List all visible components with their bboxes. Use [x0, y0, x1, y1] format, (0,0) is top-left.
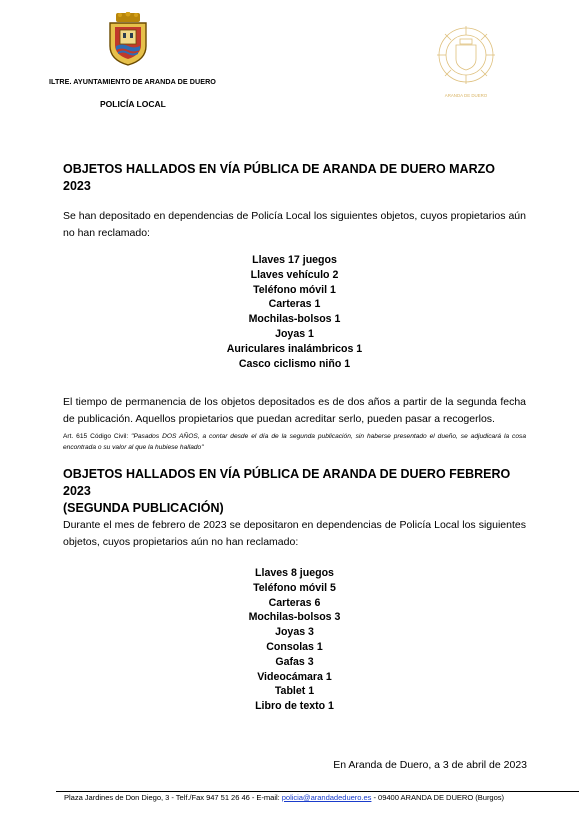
list-item: Auriculares inalámbricos 1 — [226, 342, 363, 355]
seal-caption: ARANDA DE DUERO — [444, 93, 488, 98]
list-item: Mochilas-bolsos 1 — [248, 313, 341, 326]
section-february-subtitle: (SEGUNDA PUBLICACIÓN) — [63, 501, 224, 515]
footer-city: - 09400 ARANDA DE DUERO (Burgos) — [371, 793, 504, 802]
list-item: Joyas 1 — [275, 327, 314, 340]
list-item: Carteras 6 — [268, 596, 321, 609]
list-item: Teléfono móvil 1 — [253, 283, 336, 296]
legal-quote: "Pasados DOS AÑOS, a contar desde el día de la segunda publicación, sin haberse presentado el dueño, se adjudicará la cosa encontrada o su valor al que la hubiese hallado" — [63, 433, 526, 451]
section-march — [63, 161, 526, 453]
list-item: Llaves vehículo 2 — [250, 268, 339, 281]
organization-name: ILTRE. AYUNTAMIENTO DE ARANDA DE DUERO — [49, 77, 216, 86]
list-item: Casco ciclismo niño 1 — [238, 357, 351, 370]
section-february-title: OBJETOS HALLADOS EN VÍA PÚBLICA DE ARANDA DE DUERO FEBRERO 2023 — [63, 467, 511, 498]
footer-divider — [56, 791, 579, 792]
legal-note — [63, 432, 526, 453]
list-item: Mochilas-bolsos 3 — [248, 611, 341, 624]
section-march-title: OBJETOS HALLADOS EN VÍA PÚBLICA DE ARANDA DE DUERO MARZO 2023 — [63, 162, 495, 193]
section-march-closing: El tiempo de permanencia de los objetos depositados es de dos años a partir de la segunda fecha de publicación. Aquellos propietarios que puedan acreditar serlo, pueden pasar a recogerlos. — [63, 396, 526, 426]
department-name: POLICÍA LOCAL — [100, 99, 166, 109]
list-item: Joyas 3 — [275, 626, 314, 639]
section-march-intro: Se han depositado en dependencias de Policía Local los siguientes objetos, cuyos propietarios aún no han reclamado: — [63, 210, 526, 239]
section-march-items — [63, 253, 526, 371]
email-link[interactable]: policia@arandadeduero.es — [281, 793, 372, 802]
municipal-seal-icon — [436, 25, 496, 101]
list-item: Videocámara 1 — [257, 670, 332, 683]
legal-reference: Art. 615 Código Civil: — [63, 433, 129, 441]
footer — [64, 793, 504, 802]
section-february-intro: Durante el mes de febrero de 2023 se depositaron en dependencias de Policía Local los siguientes objetos, cuyos propietarios aún no han reclamado: — [63, 519, 526, 548]
footer-address: Plaza Jardines de Don Diego, 3 - Telf./Fax 947 51 26 46 - E-mail: — [64, 793, 282, 802]
list-item: Teléfono móvil 5 — [253, 581, 336, 594]
section-february — [63, 466, 526, 714]
date-line: En Aranda de Duero, a 3 de abril de 2023 — [333, 759, 527, 771]
list-item: Carteras 1 — [268, 298, 321, 311]
list-item: Tablet 1 — [274, 685, 315, 698]
section-february-items — [63, 566, 526, 714]
list-item: Gafas 3 — [275, 655, 314, 668]
list-item: Llaves 8 juegos — [255, 567, 334, 579]
coat-of-arms-icon — [106, 12, 150, 66]
list-item: Llaves 17 juegos — [252, 254, 337, 266]
list-item: Consolas 1 — [266, 640, 323, 653]
list-item: Libro de texto 1 — [255, 700, 334, 713]
